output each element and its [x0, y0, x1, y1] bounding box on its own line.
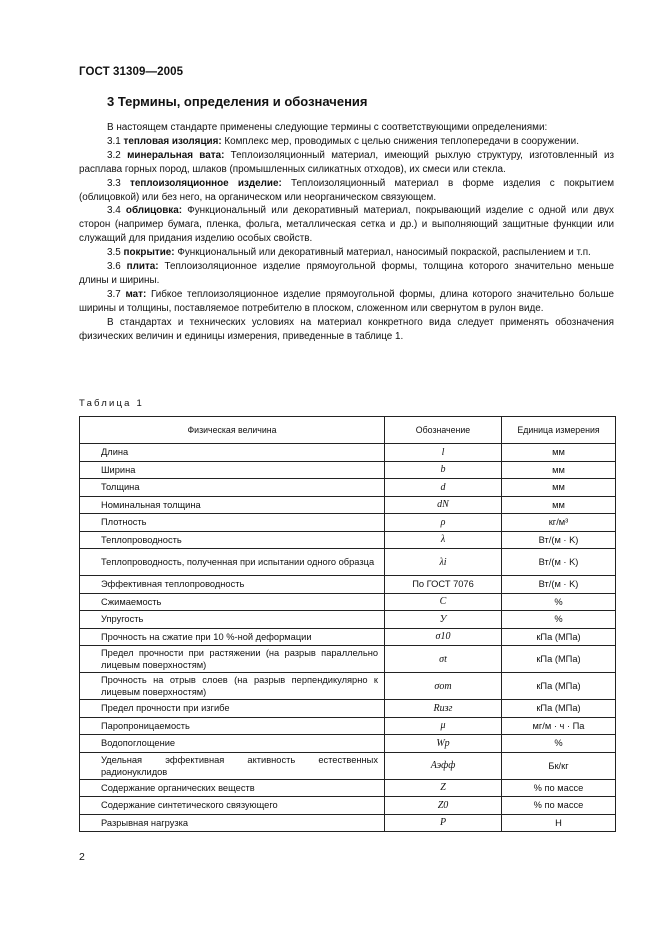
unit-cell: %: [502, 735, 616, 753]
unit-cell: мм: [502, 496, 616, 514]
symbol-cell: По ГОСТ 7076: [385, 576, 502, 594]
unit-cell: мм: [502, 461, 616, 479]
symbol-cell: У: [385, 611, 502, 629]
outro-paragraph: В стандартах и технических условиях на материал конкретного вида следует применять обозначения физических величин и единицы измерения, приведенные в таблице 1.: [79, 316, 614, 342]
symbol-cell: b: [385, 461, 502, 479]
term-name: минеральная вата:: [127, 149, 225, 161]
table-row: [80, 814, 616, 832]
table-row: [80, 549, 616, 576]
symbol-cell: Z0: [385, 797, 502, 815]
unit-cell: % по массе: [502, 779, 616, 797]
symbol-cell: μ: [385, 717, 502, 735]
unit-cell: мг/м · ч · Па: [502, 717, 616, 735]
quantity-cell: Содержание органических веществ: [80, 779, 385, 797]
term-text: Комплекс мер, проводимых с целью снижения теплопередачи в сооружении.: [221, 135, 579, 147]
table-row: [80, 576, 616, 594]
quantity-cell: Предел прочности при изгибе: [80, 700, 385, 718]
unit-cell: кПа (МПа): [502, 700, 616, 718]
table-row: [80, 461, 616, 479]
quantity-cell: Ширина: [80, 461, 385, 479]
table-row: [80, 673, 616, 700]
table-row: [80, 514, 616, 532]
symbol-cell: Z: [385, 779, 502, 797]
symbol-cell: σt: [385, 646, 502, 673]
unit-cell: мм: [502, 479, 616, 497]
unit-cell: %: [502, 593, 616, 611]
term-number: 3.4: [107, 205, 121, 217]
term-text: Теплоизоляционный материал в форме изделия с покрытием (облицовкой) или без него, на органическом или неорганическом связующем.: [79, 177, 615, 203]
section-title: 3 Термины, определения и обозначения: [107, 94, 368, 109]
term-definition: [79, 246, 614, 260]
table-row: [80, 797, 616, 815]
symbol-cell: σот: [385, 673, 502, 700]
unit-cell: %: [502, 611, 616, 629]
quantity-cell: Водопоглощение: [80, 735, 385, 753]
term-number: 3.5: [107, 247, 121, 259]
table-row: [80, 531, 616, 549]
term-name: покрытие:: [123, 247, 175, 259]
unit-cell: Вт/(м · K): [502, 549, 616, 576]
table-header-row: [80, 417, 616, 444]
symbol-cell: Aэфф: [385, 752, 502, 779]
quantity-cell: Паропроницаемость: [80, 717, 385, 735]
term-number: 3.6: [107, 261, 121, 273]
table-row: [80, 593, 616, 611]
quantity-cell: Сжимаемость: [80, 593, 385, 611]
quantity-cell: Плотность: [80, 514, 385, 532]
term-number: 3.3: [107, 177, 121, 189]
quantity-cell: Удельная эффективная активность естественных радионуклидов: [80, 752, 385, 779]
symbol-cell: С: [385, 593, 502, 611]
term-definition: [79, 149, 614, 177]
quantity-cell: Предел прочности при растяжении (на разрыв параллельно лицевым поверхностям): [80, 646, 385, 673]
term-name: мат:: [125, 288, 147, 300]
table-row: [80, 444, 616, 462]
terms-list: [79, 135, 614, 316]
table-row: [80, 646, 616, 673]
term-number: 3.7: [107, 288, 121, 300]
term-definition: [79, 177, 614, 205]
symbol-cell: P: [385, 814, 502, 832]
quantity-cell: Прочность на отрыв слоев (на разрыв перпендикулярно к лицевым поверхностям): [80, 673, 385, 700]
table-row: [80, 628, 616, 646]
quantity-cell: Содержание синтетического связующего: [80, 797, 385, 815]
quantity-cell: Теплопроводность: [80, 531, 385, 549]
symbol-cell: Rизг: [385, 700, 502, 718]
term-text: Функциональный или декоративный материал, покрывающий изделие с одной или двух сторон (например бумага, пленка, фольга, металлическая сетка и др.) и выполняющий защитные функции или служащий для придания изделию особых свойств.: [79, 205, 614, 245]
term-name: плита:: [126, 261, 159, 273]
term-definition: [79, 135, 614, 149]
term-definition: [79, 204, 614, 246]
table-row: [80, 496, 616, 514]
table-row: [80, 717, 616, 735]
table-row: [80, 700, 616, 718]
unit-cell: кПа (МПа): [502, 673, 616, 700]
symbol-cell: l: [385, 444, 502, 462]
body-text: [79, 121, 614, 344]
term-text: Гибкое теплоизоляционное изделие прямоугольной формы, длина которого значительно больше ширины и толщины, поставляемое потребителю в плоском, сложенном или свернутом в рулон виде.: [79, 288, 614, 314]
unit-cell: Бк/кг: [502, 752, 616, 779]
term-number: 3.2: [107, 149, 121, 161]
unit-cell: Вт/(м · K): [502, 531, 616, 549]
symbol-cell: Wp: [385, 735, 502, 753]
symbol-cell: ρ: [385, 514, 502, 532]
unit-cell: кПа (МПа): [502, 646, 616, 673]
term-name: облицовка:: [125, 205, 183, 217]
col-header-quantity: Физическая величина: [80, 417, 385, 444]
term-definition: [79, 260, 614, 288]
unit-cell: Вт/(м · K): [502, 576, 616, 594]
symbol-cell: λ: [385, 531, 502, 549]
symbol-cell: dN: [385, 496, 502, 514]
table-row: [80, 479, 616, 497]
unit-cell: мм: [502, 444, 616, 462]
unit-cell: % по массе: [502, 797, 616, 815]
document-code: ГОСТ 31309—2005: [79, 66, 184, 78]
term-definition: [79, 288, 614, 316]
quantities-table: [79, 416, 616, 832]
term-number: 3.1: [107, 135, 121, 147]
table-row: [80, 611, 616, 629]
col-header-symbol: Обозначение: [385, 417, 502, 444]
page-number: 2: [79, 851, 85, 863]
term-text: Теплоизоляционный материал, имеющий рыхлую структуру, изготовленный из расплава горных пород, шлаков (промышленных силикатных отходов), их смеси или стекла.: [79, 149, 614, 175]
quantity-cell: Эффективная теплопроводность: [80, 576, 385, 594]
table-body: [80, 444, 616, 832]
table-caption: Таблица 1: [79, 398, 144, 409]
table-row: [80, 779, 616, 797]
quantity-cell: Разрывная нагрузка: [80, 814, 385, 832]
term-name: тепловая изоляция:: [123, 135, 222, 147]
table-row: [80, 752, 616, 779]
quantity-cell: Упругость: [80, 611, 385, 629]
unit-cell: Н: [502, 814, 616, 832]
col-header-unit: Единица измерения: [502, 417, 616, 444]
quantity-cell: Прочность на сжатие при 10 %-ной деформации: [80, 628, 385, 646]
quantity-cell: Длина: [80, 444, 385, 462]
unit-cell: кг/м³: [502, 514, 616, 532]
symbol-cell: λi: [385, 549, 502, 576]
quantity-cell: Номинальная толщина: [80, 496, 385, 514]
symbol-cell: σ10: [385, 628, 502, 646]
symbol-cell: d: [385, 479, 502, 497]
quantity-cell: Толщина: [80, 479, 385, 497]
term-text: Функциональный или декоративный материал, наносимый покраской, распылением и т.п.: [174, 247, 591, 259]
table-row: [80, 735, 616, 753]
term-text: Теплоизоляционное изделие прямоугольной формы, толщина которого значительно меньше длины и ширины.: [79, 261, 614, 286]
unit-cell: кПа (МПа): [502, 628, 616, 646]
term-name: теплоизоляционное изделие:: [130, 177, 282, 189]
intro-paragraph: В настоящем стандарте применены следующие термины с соответствующими определениями:: [107, 122, 548, 133]
quantity-cell: Теплопроводность, полученная при испытании одного образца: [80, 549, 385, 576]
